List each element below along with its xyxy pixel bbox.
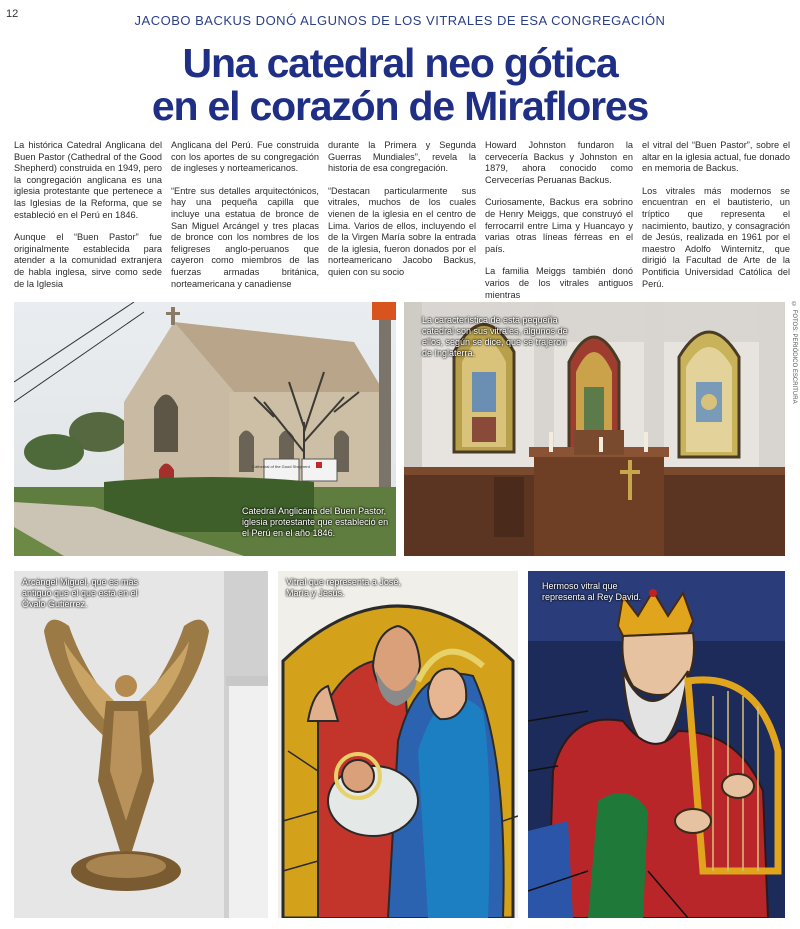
altar-interior-photo <box>404 302 785 556</box>
church-exterior-caption: Catedral Anglicana del Buen Pastor, iglesia protestante que estableció en el Perú en el año 1846. <box>242 506 389 538</box>
kicker: JACOBO BACKUS DONÓ ALGUNOS DE LOS VITRALES DE ESA CONGREGACIÓN <box>134 13 666 28</box>
column-4 <box>485 140 633 312</box>
paragraph: durante la Primera y Segunda Guerras Mundiales”, revela la historia de esa congregación. <box>328 140 476 174</box>
paragraph: “Destacan particularmente sus vitrales, muchos de los cuales vienen de la iglesia en el centro de Lima. Varios de ellos, incluyendo el de la Virgen María sobre la entrada de la iglesia, fueron donados por el norteamericano Jacobo Backus, quien con su socio <box>328 185 476 277</box>
column-2 <box>171 140 319 301</box>
paragraph: Los vitrales más modernos se encuentran en el bautisterio, un tríptico que representa el nacimiento, bautizo, y consagración de Jesús, realizada en 1961 por el maestro Adolfo Winternitz, que dirigió la Facultad de Arte de la Pontificia Universidad Católica del Perú. <box>642 185 790 289</box>
column-5 <box>642 140 790 301</box>
article-body <box>14 140 790 300</box>
holy-family-photo <box>278 571 518 918</box>
column-3 <box>328 140 476 290</box>
archangel-photo <box>14 571 268 918</box>
page-number: 12 <box>6 8 19 20</box>
paragraph: La histórica Catedral Anglicana del Buen Pastor (Cathedral of the Good Shepherd) construida en 1949, pero la congregación anglicana es una iglesia protestante que pertenece a las Iglesias de la Reforma, que se estableció en el Perú en 1846. <box>14 140 162 220</box>
headline-line-1: Una catedral neo gótica <box>182 40 618 86</box>
paragraph: “Entre sus detalles arquitectónicos, hay una pequeña capilla que incluye una estatua de bronce de San Miguel Arcángel y tres placas de bronce con los nombres de los feligreses anglo-peruanos que cayeron como miembros de las fuerzas armadas británica, norteamericana y canadiense <box>171 185 319 289</box>
column-1 <box>14 140 162 301</box>
paragraph: el vitral del “Buen Pastor”, sobre el altar en la iglesia actual, fue donado en memoria de Backus. <box>642 140 790 174</box>
church-exterior-photo <box>14 302 396 556</box>
paragraph: La familia Meiggs también donó varios de los vitrales antiguos mientras <box>485 266 633 300</box>
headline-line-2: en el corazón de Miraflores <box>151 83 649 129</box>
holy-family-caption: Vitral que representa a José, María y Jesús. <box>286 577 401 598</box>
king-david-photo <box>528 571 785 918</box>
archangel-caption: Arcángel Miguel, que es más antiguo que el que está en el Óvalo Gutiérrez. <box>22 577 139 609</box>
altar-interior-caption: La característica de esta pequeña catedral son sus vitrales, algunos de ellos, según se dice, que se trajeron de Inglaterra. <box>422 315 568 358</box>
holy-family-illustration <box>278 571 518 918</box>
paragraph: Howard Johnston fundaron la cervecería Backus y Johnston en 1879, ahora conocido como Cervecerías Peruanas Backus. <box>485 140 633 185</box>
photo-credit: © FOTOS: PERIÓDICO ESCRITURA <box>791 302 797 404</box>
paragraph: Anglicana del Perú. Fue construida con los aportes de su congregación de ingleses y norteamericanos. <box>171 140 319 174</box>
paragraph: Aunque el “Buen Pastor” fue originalmente establecida para atender a la comunidad extranjera de habla inglesa, sirve como sede de la Iglesia <box>14 232 162 289</box>
headline <box>0 42 800 128</box>
paragraph: Curiosamente, Backus era sobrino de Henry Meiggs, que construyó el ferrocarril entre Lima y Huancayo y varias otras líneas férreas en el país. <box>485 197 633 254</box>
archangel-illustration <box>14 571 268 918</box>
king-david-caption: Hermoso vitral que representa al Rey David. <box>542 581 642 602</box>
king-david-illustration <box>528 571 785 918</box>
church-sign: Cathedral of the Good Shepherd <box>252 464 310 469</box>
